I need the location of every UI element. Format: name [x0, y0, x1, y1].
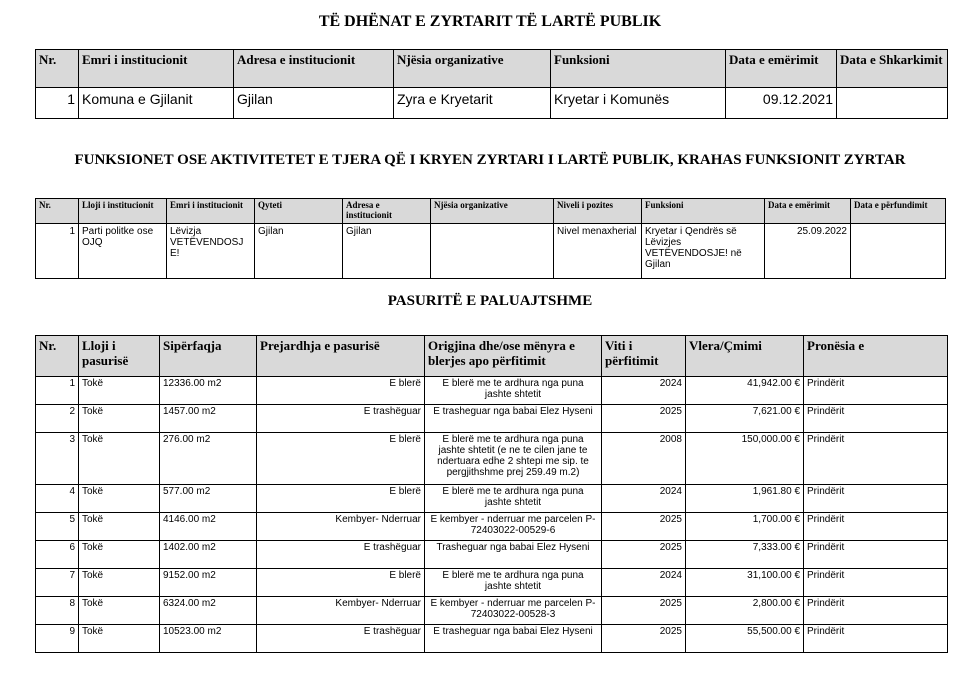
- header-institution-type: Lloji i institucionit: [79, 199, 167, 224]
- immovable-property-table: [35, 335, 948, 653]
- cell-area: 4146.00 m2: [160, 513, 257, 541]
- cell-year: 2024: [602, 377, 686, 405]
- header-nr: Nr.: [36, 199, 79, 224]
- cell-area: 9152.00 m2: [160, 569, 257, 597]
- property-rows: [36, 377, 948, 653]
- cell-type: Tokë: [79, 625, 160, 653]
- cell-acquisition: E blerë me te ardhura nga puna jashte shtetit (e ne te cilen jane te ndertuara edhe 2 shtepi me sip. te pergjithshme prej 259.49 m.2): [425, 433, 602, 485]
- header-appointment-date: Data e emërimit: [726, 50, 837, 88]
- header-appointment-date: Data e emërimit: [765, 199, 851, 224]
- header-institution-address: Adresa e institucionit: [234, 50, 394, 88]
- header-position-level: Niveli i pozites: [554, 199, 642, 224]
- immovable-property-title: PASURITË E PALUAJTSHME: [387, 293, 593, 309]
- cell-owner: Prindërit: [804, 541, 948, 569]
- header-function: Funksioni: [642, 199, 765, 224]
- header-origin: Prejardhja e pasurisë: [257, 336, 425, 377]
- header-nr: Nr.: [36, 50, 79, 88]
- cell-dismissed: [837, 88, 948, 119]
- header-institution-address: Adresa e institucionit: [343, 199, 431, 224]
- cell-owner: Prindërit: [804, 433, 948, 485]
- table-row: [36, 433, 948, 485]
- cell-type: Tokë: [79, 485, 160, 513]
- cell-acquisition: E blerë me te ardhura nga puna jashte shtetit: [425, 377, 602, 405]
- cell-nr: 7: [36, 569, 79, 597]
- cell-nr: 2: [36, 405, 79, 433]
- cell-address: Gjilan: [343, 224, 431, 279]
- cell-year: 2008: [602, 433, 686, 485]
- cell-owner: Prindërit: [804, 405, 948, 433]
- cell-type: Tokë: [79, 597, 160, 625]
- header-area: Sipërfaqja: [160, 336, 257, 377]
- cell-year: 2025: [602, 513, 686, 541]
- cell-value: 7,333.00 €: [686, 541, 804, 569]
- cell-acquisition: E blerë me te ardhura nga puna jashte shtetit: [425, 485, 602, 513]
- cell-origin: E trashëguar: [257, 405, 425, 433]
- cell-area: 577.00 m2: [160, 485, 257, 513]
- cell-origin: E blerë: [257, 433, 425, 485]
- cell-origin: Kembyer- Nderruar: [257, 597, 425, 625]
- cell-institution: Komuna e Gjilanit: [79, 88, 234, 119]
- cell-acquisition: E kembyer - nderruar me parcelen P-72403022-00529-6: [425, 513, 602, 541]
- cell-type: Tokë: [79, 513, 160, 541]
- header-nr: Nr.: [36, 336, 79, 377]
- cell-nr: 8: [36, 597, 79, 625]
- cell-nr: 3: [36, 433, 79, 485]
- header-property-type: Lloji i pasurisë: [79, 336, 160, 377]
- cell-value: 31,100.00 €: [686, 569, 804, 597]
- table-row: [36, 485, 948, 513]
- table-row: [36, 541, 948, 569]
- cell-value: 41,942.00 €: [686, 377, 804, 405]
- cell-nr: 5: [36, 513, 79, 541]
- table-header-row: [36, 336, 948, 377]
- cell-name: Lëvizja VETËVENDOSJ E!: [167, 224, 255, 279]
- cell-nr: 1: [36, 377, 79, 405]
- other-functions-table: [35, 198, 946, 279]
- cell-nr: 1: [36, 224, 79, 279]
- table-header-row: [36, 199, 946, 224]
- cell-unit: Zyra e Kryetarit: [394, 88, 551, 119]
- cell-owner: Prindërit: [804, 597, 948, 625]
- table-row: [36, 405, 948, 433]
- other-functions-title: FUNKSIONET OSE AKTIVITETET E TJERA QË I KRYEN ZYRTARI I LARTË PUBLIK, KRAHAS FUNKSIONIT ZYRTAR: [74, 152, 906, 168]
- cell-type: Tokë: [79, 569, 160, 597]
- header-city: Qyteti: [255, 199, 343, 224]
- cell-origin: E blerë: [257, 377, 425, 405]
- header-institution-name: Emri i institucionit: [167, 199, 255, 224]
- cell-owner: Prindërit: [804, 569, 948, 597]
- cell-function: Kryetar i Qendrës së Lëvizjes VETËVENDOSJE! në Gjilan: [642, 224, 765, 279]
- table-row: [36, 569, 948, 597]
- cell-owner: Prindërit: [804, 485, 948, 513]
- cell-acquisition: E kembyer - nderruar me parcelen P-72403022-00528-3: [425, 597, 602, 625]
- cell-origin: E trashëguar: [257, 541, 425, 569]
- cell-origin: E blerë: [257, 569, 425, 597]
- cell-value: 55,500.00 €: [686, 625, 804, 653]
- cell-acquisition: E blerë me te ardhura nga puna jashte shtetit: [425, 569, 602, 597]
- cell-area: 276.00 m2: [160, 433, 257, 485]
- cell-appointed: 09.12.2021: [726, 88, 837, 119]
- cell-value: 7,621.00 €: [686, 405, 804, 433]
- cell-owner: Prindërit: [804, 625, 948, 653]
- header-acquisition: Origjina dhe/ose mënyra e blerjes apo përfitimit: [425, 336, 602, 377]
- cell-year: 2025: [602, 625, 686, 653]
- header-org-unit: Njësia organizative: [431, 199, 554, 224]
- cell-type: Tokë: [79, 433, 160, 485]
- cell-year: 2025: [602, 541, 686, 569]
- table-row: [36, 377, 948, 405]
- header-institution-name: Emri i institucionit: [79, 50, 234, 88]
- table-row: [36, 88, 948, 119]
- cell-level: Nivel menaxherial: [554, 224, 642, 279]
- table-row: [36, 597, 948, 625]
- cell-owner: Prindërit: [804, 513, 948, 541]
- table-row: [36, 513, 948, 541]
- cell-ended: [851, 224, 946, 279]
- official-data-title: TË DHËNAT E ZYRTARIT TË LARTË PUBLIK: [318, 13, 662, 30]
- cell-value: 1,700.00 €: [686, 513, 804, 541]
- cell-address: Gjilan: [234, 88, 394, 119]
- cell-area: 6324.00 m2: [160, 597, 257, 625]
- cell-nr: 4: [36, 485, 79, 513]
- header-end-date: Data e përfundimit: [851, 199, 946, 224]
- cell-type: Tokë: [79, 405, 160, 433]
- cell-year: 2025: [602, 405, 686, 433]
- cell-year: 2024: [602, 569, 686, 597]
- cell-nr: 6: [36, 541, 79, 569]
- cell-area: 12336.00 m2: [160, 377, 257, 405]
- cell-acquisition: E trasheguar nga babai Elez Hyseni: [425, 405, 602, 433]
- cell-type: Tokë: [79, 377, 160, 405]
- cell-function: Kryetar i Komunës: [551, 88, 726, 119]
- cell-value: 2,800.00 €: [686, 597, 804, 625]
- cell-year: 2025: [602, 597, 686, 625]
- header-ownership: Pronësia e: [804, 336, 948, 377]
- cell-origin: E trashëguar: [257, 625, 425, 653]
- cell-nr: 1: [36, 88, 79, 119]
- cell-origin: Kembyer- Nderruar: [257, 513, 425, 541]
- header-dismissal-date: Data e Shkarkimit: [837, 50, 948, 88]
- cell-type: Tokë: [79, 541, 160, 569]
- official-data-table: [35, 49, 948, 119]
- header-value: Vlera/Çmimi: [686, 336, 804, 377]
- cell-owner: Prindërit: [804, 377, 948, 405]
- cell-acquisition: E trasheguar nga babai Elez Hyseni: [425, 625, 602, 653]
- cell-origin: E blerë: [257, 485, 425, 513]
- cell-area: 10523.00 m2: [160, 625, 257, 653]
- cell-nr: 9: [36, 625, 79, 653]
- cell-value: 1,961.80 €: [686, 485, 804, 513]
- header-org-unit: Njësia organizative: [394, 50, 551, 88]
- table-header-row: [36, 50, 948, 88]
- cell-city: Gjilan: [255, 224, 343, 279]
- cell-value: 150,000.00 €: [686, 433, 804, 485]
- cell-acquisition: Trasheguar nga babai Elez Hyseni: [425, 541, 602, 569]
- cell-unit: [431, 224, 554, 279]
- cell-type: Parti politke ose OJQ: [79, 224, 167, 279]
- table-row: [36, 625, 948, 653]
- cell-appointed: 25.09.2022: [765, 224, 851, 279]
- cell-area: 1402.00 m2: [160, 541, 257, 569]
- header-function: Funksioni: [551, 50, 726, 88]
- header-year: Viti i përfitimit: [602, 336, 686, 377]
- table-row: [36, 224, 946, 279]
- cell-area: 1457.00 m2: [160, 405, 257, 433]
- cell-year: 2024: [602, 485, 686, 513]
